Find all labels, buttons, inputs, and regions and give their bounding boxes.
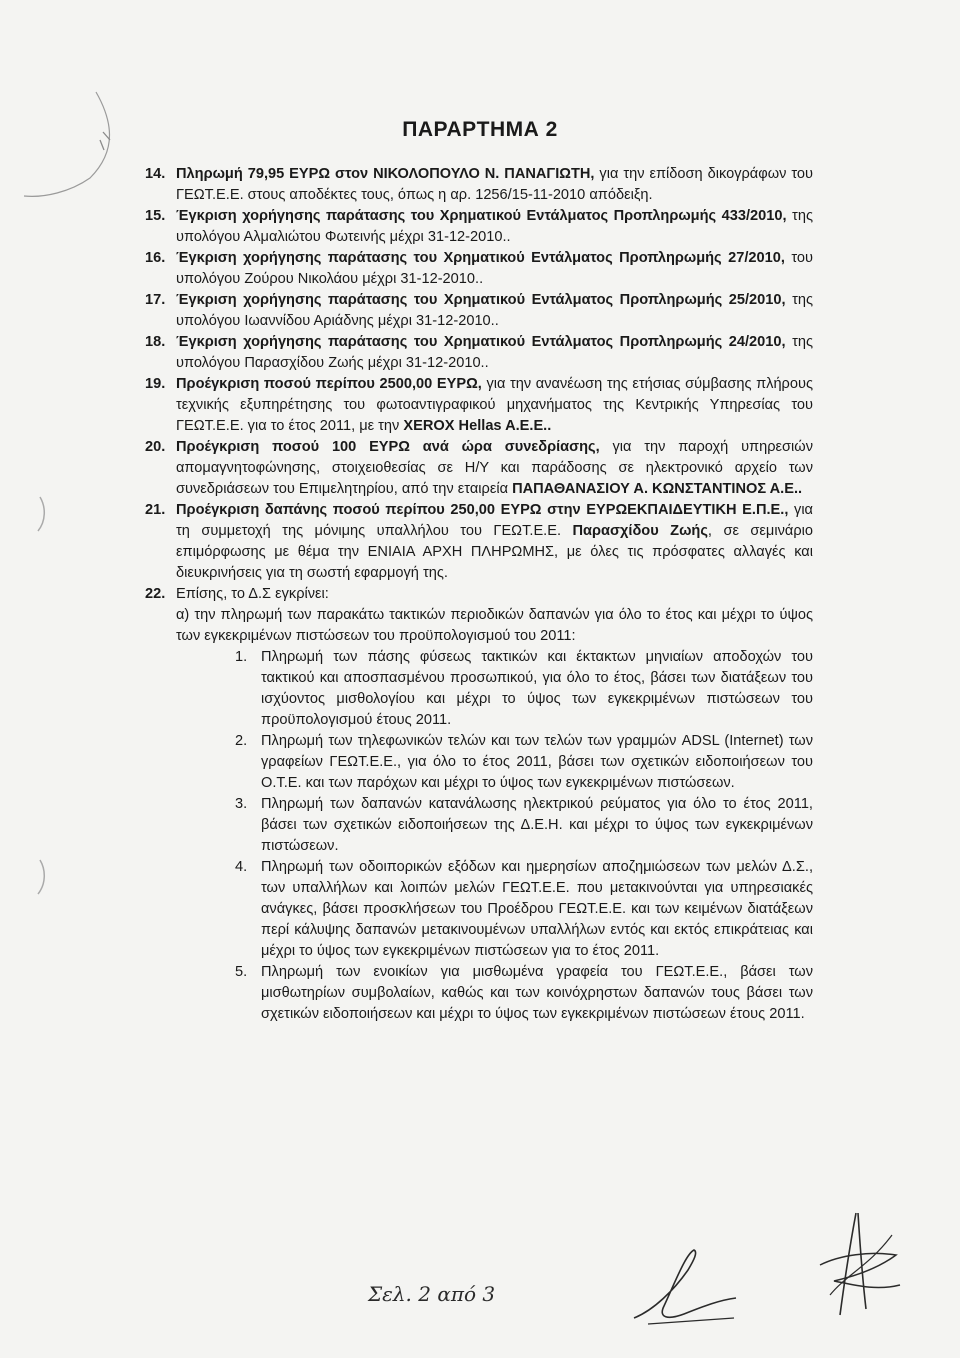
- item-text: για την ανανέωση της ετήσιας σύμβασης πλήρους τεχνικής εξυπηρέτησης του φωτοαντιγραφικού μηχανήματος της Κεντρικής Υπηρεσίας του ΓΕΩΤ.Ε.Ε. για το έτος 2011, με την: [176, 376, 813, 434]
- item-text: του υπολόγου Ζούρου Νικολάου μέχρι 31-12-2010..: [176, 250, 813, 287]
- list-item: [145, 500, 813, 584]
- list-item: [145, 332, 813, 374]
- item-bold-text-2: XEROX Hellas A.E.E..: [403, 418, 552, 434]
- item-text: της υπολόγου Ιωαννίδου Αριάδνης μέχρι 31-12-2010..: [176, 292, 813, 329]
- item-text: για την επίδοση δικογράφων του ΓΕΩΤ.Ε.Ε. στους αποδέκτες τους, όπως η αρ. 1256/15-11-2010 απόδειξη.: [176, 166, 813, 203]
- item-text-2: , σε σεμινάριο επιμόρφωσης με θέμα την ΕΝΙΑΙΑ ΑΡΧΗ ΠΛΗΡΩΜΗΣ, με όλες τις πρόσφατες αλλαγές και διευκρινήσεις για τη σωστή εφαρμογή της.: [176, 523, 813, 581]
- annex-content: [145, 164, 813, 1025]
- list-item: [145, 206, 813, 248]
- list-item: [145, 374, 813, 437]
- expense-text: Πληρωμή των οδοιπορικών εξόδων και ημερησίων αποζημιώσεων των μελών Δ.Σ., των υπαλλήλων και λοιπών μελών ΓΕΩΤ.Ε.Ε. που μετακινούνται για υπηρεσιακές ανάγκες, βάσει προσκλήσεων του Προέδρου ΓΕΩΤ.Ε.Ε. και των κειμένων διατάξεων περί κάλυψης δαπανών μετακινουμένων υπαλλήλων εντός και εκτός επικράτειας και μέχρι το ύψος των εγκεκριμένων πιστώσεων για το έτος 2011.: [261, 859, 813, 959]
- list-item: [145, 290, 813, 332]
- item-text: για τη συμμετοχή της μόνιμης υπαλλήλου του ΓΕΩΤ.Ε.Ε.: [176, 502, 813, 539]
- item-number: 16.: [145, 250, 166, 266]
- item-bold-text: Προέγκριση ποσού περίπου 2500,00 ΕΥΡΩ,: [176, 376, 482, 392]
- expense-text: Πληρωμή των τηλεφωνικών τελών και των τελών των γραμμών ADSL (Internet) των γραφείων ΓΕΩΤ.Ε.Ε., για όλο το έτος 2011, βάσει των σχετικών ειδοποιήσεων του Ο.Τ.Ε. και των παρόχων και μέχρι το ύψος των εγκεκριμένων πιστώσεων.: [261, 733, 813, 791]
- item-bold-text-2: ΠΑΠΑΘΑΝΑΣΙΟΥ Α. ΚΩΝΣΤΑΝΤΙΝΟΣ Α.Ε..: [512, 481, 803, 497]
- item-text: της υπολόγου Παρασχίδου Ζωής μέχρι 31-12-2010..: [176, 334, 813, 371]
- expense-text: Πληρωμή των δαπανών κατανάλωσης ηλεκτρικού ρεύματος για όλο το έτος 2011, βάσει των σχετικών ειδοποιήσεων της Δ.Ε.Η. και μέχρι το ύψος των εγκεκριμένων πιστώσεων.: [261, 796, 813, 854]
- list-item-22: [145, 584, 813, 605]
- item-bold-text: Έγκριση χορήγησης παράτασης του Χρηματικού Εντάλματος Προπληρωμής 433/2010,: [176, 208, 787, 224]
- item-text: για την παροχή υπηρεσιών απομαγνητοφώνησης, στοιχειοθεσίας σε Η/Υ και παράδοσης σε ηλεκτρονικό αρχείο των συνεδριάσεων του Επιμελητηρίου, από την εταιρεία: [176, 439, 813, 497]
- item-text: της υπολόγου Αλμαλιώτου Φωτεινής μέχρι 31-12-2010..: [176, 208, 813, 245]
- punch-hole-mark-lower: [30, 858, 50, 898]
- item-bold-text: Προέγκριση δαπάνης ποσού περίπου 250,00 ΕΥΡΩ στην ΕΥΡΩΕΚΠΑΙΔΕΥΤΙΚΗ Ε.Π.Ε.,: [176, 502, 789, 518]
- signature-left: [624, 1240, 744, 1330]
- list-item: [145, 164, 813, 206]
- item-number: 18.: [145, 334, 166, 350]
- expense-number: 3.: [235, 796, 248, 812]
- item-intro: Επίσης, το Δ.Σ εγκρίνει:: [176, 586, 329, 602]
- expense-text: Πληρωμή των πάσης φύσεως τακτικών και έκτακτων μηνιαίων αποδοχών του τακτικού και αποσπασμένου προσωπικού, για όλο το έτος, βάσει των διατάξεων του ισχύοντος μισθολογίου και μέχρι το ύψος των εγκεκριμένων πιστώσεων του προϋπολογισμού έτους 2011.: [261, 649, 813, 728]
- item-number: 20.: [145, 439, 166, 455]
- item-number: 14.: [145, 166, 166, 182]
- expense-item: [145, 794, 813, 857]
- list-item: [145, 437, 813, 500]
- expense-number: 4.: [235, 859, 248, 875]
- item-bold-text: Έγκριση χορήγησης παράτασης του Χρηματικού Εντάλματος Προπληρωμής 24/2010,: [176, 334, 786, 350]
- sub-item-a: α) την πληρωμή των παρακάτω τακτικών περιοδικών δαπανών για όλο το έτος και μέχρι το ύψος των εγκεκριμένων πιστώσεων του προϋπολογισμού του 2011:: [176, 607, 813, 644]
- handwritten-page-number: Σελ. 2 από 3: [368, 1282, 496, 1306]
- expense-list: [145, 647, 813, 1025]
- scan-mark-top-left: [0, 0, 160, 200]
- expense-item: [145, 962, 813, 1025]
- expense-number: 5.: [235, 964, 248, 980]
- page-title: ΠΑΡΑΡΤΗΜΑ 2: [402, 118, 558, 141]
- expense-text: Πληρωμή των ενοικίων για μισθωμένα γραφεία του ΓΕΩΤ.Ε.Ε., βάσει των μισθωτηρίων συμβολαίων, καθώς και των κοινόχρηστων δαπανών τους βάσει των σχετικών ειδοποιήσεων και μέχρι το ύψος των εγκεκριμένων πιστώσεων έτους 2011.: [261, 964, 813, 1022]
- list-item: [145, 248, 813, 290]
- item-bold-text-2: Παρασχίδου Ζωής: [572, 523, 708, 539]
- item-bold-text: Έγκριση χορήγησης παράτασης του Χρηματικού Εντάλματος Προπληρωμής 25/2010,: [176, 292, 786, 308]
- expense-item: [145, 731, 813, 794]
- punch-hole-mark-upper: [30, 495, 50, 535]
- expense-item: [145, 857, 813, 962]
- expense-number: 1.: [235, 649, 248, 665]
- expense-number: 2.: [235, 733, 248, 749]
- item-bold-text: Έγκριση χορήγησης παράτασης του Χρηματικού Εντάλματος Προπληρωμής 27/2010,: [176, 250, 785, 266]
- expense-item: [145, 647, 813, 731]
- item-number: 21.: [145, 502, 166, 518]
- item-bold-text: Προέγκριση ποσού 100 ΕΥΡΩ ανά ώρα συνεδρίασης,: [176, 439, 600, 455]
- item-number: 17.: [145, 292, 166, 308]
- item-bold-text: Πληρωμή 79,95 ΕΥΡΩ στον ΝΙΚΟΛΟΠΟΥΛΟ Ν. ΠΑΝΑΓΙΩΤΗ,: [176, 166, 595, 182]
- item-number: 22.: [145, 586, 166, 602]
- signature-right: [800, 1205, 910, 1325]
- item-number: 19.: [145, 376, 166, 392]
- item-number: 15.: [145, 208, 166, 224]
